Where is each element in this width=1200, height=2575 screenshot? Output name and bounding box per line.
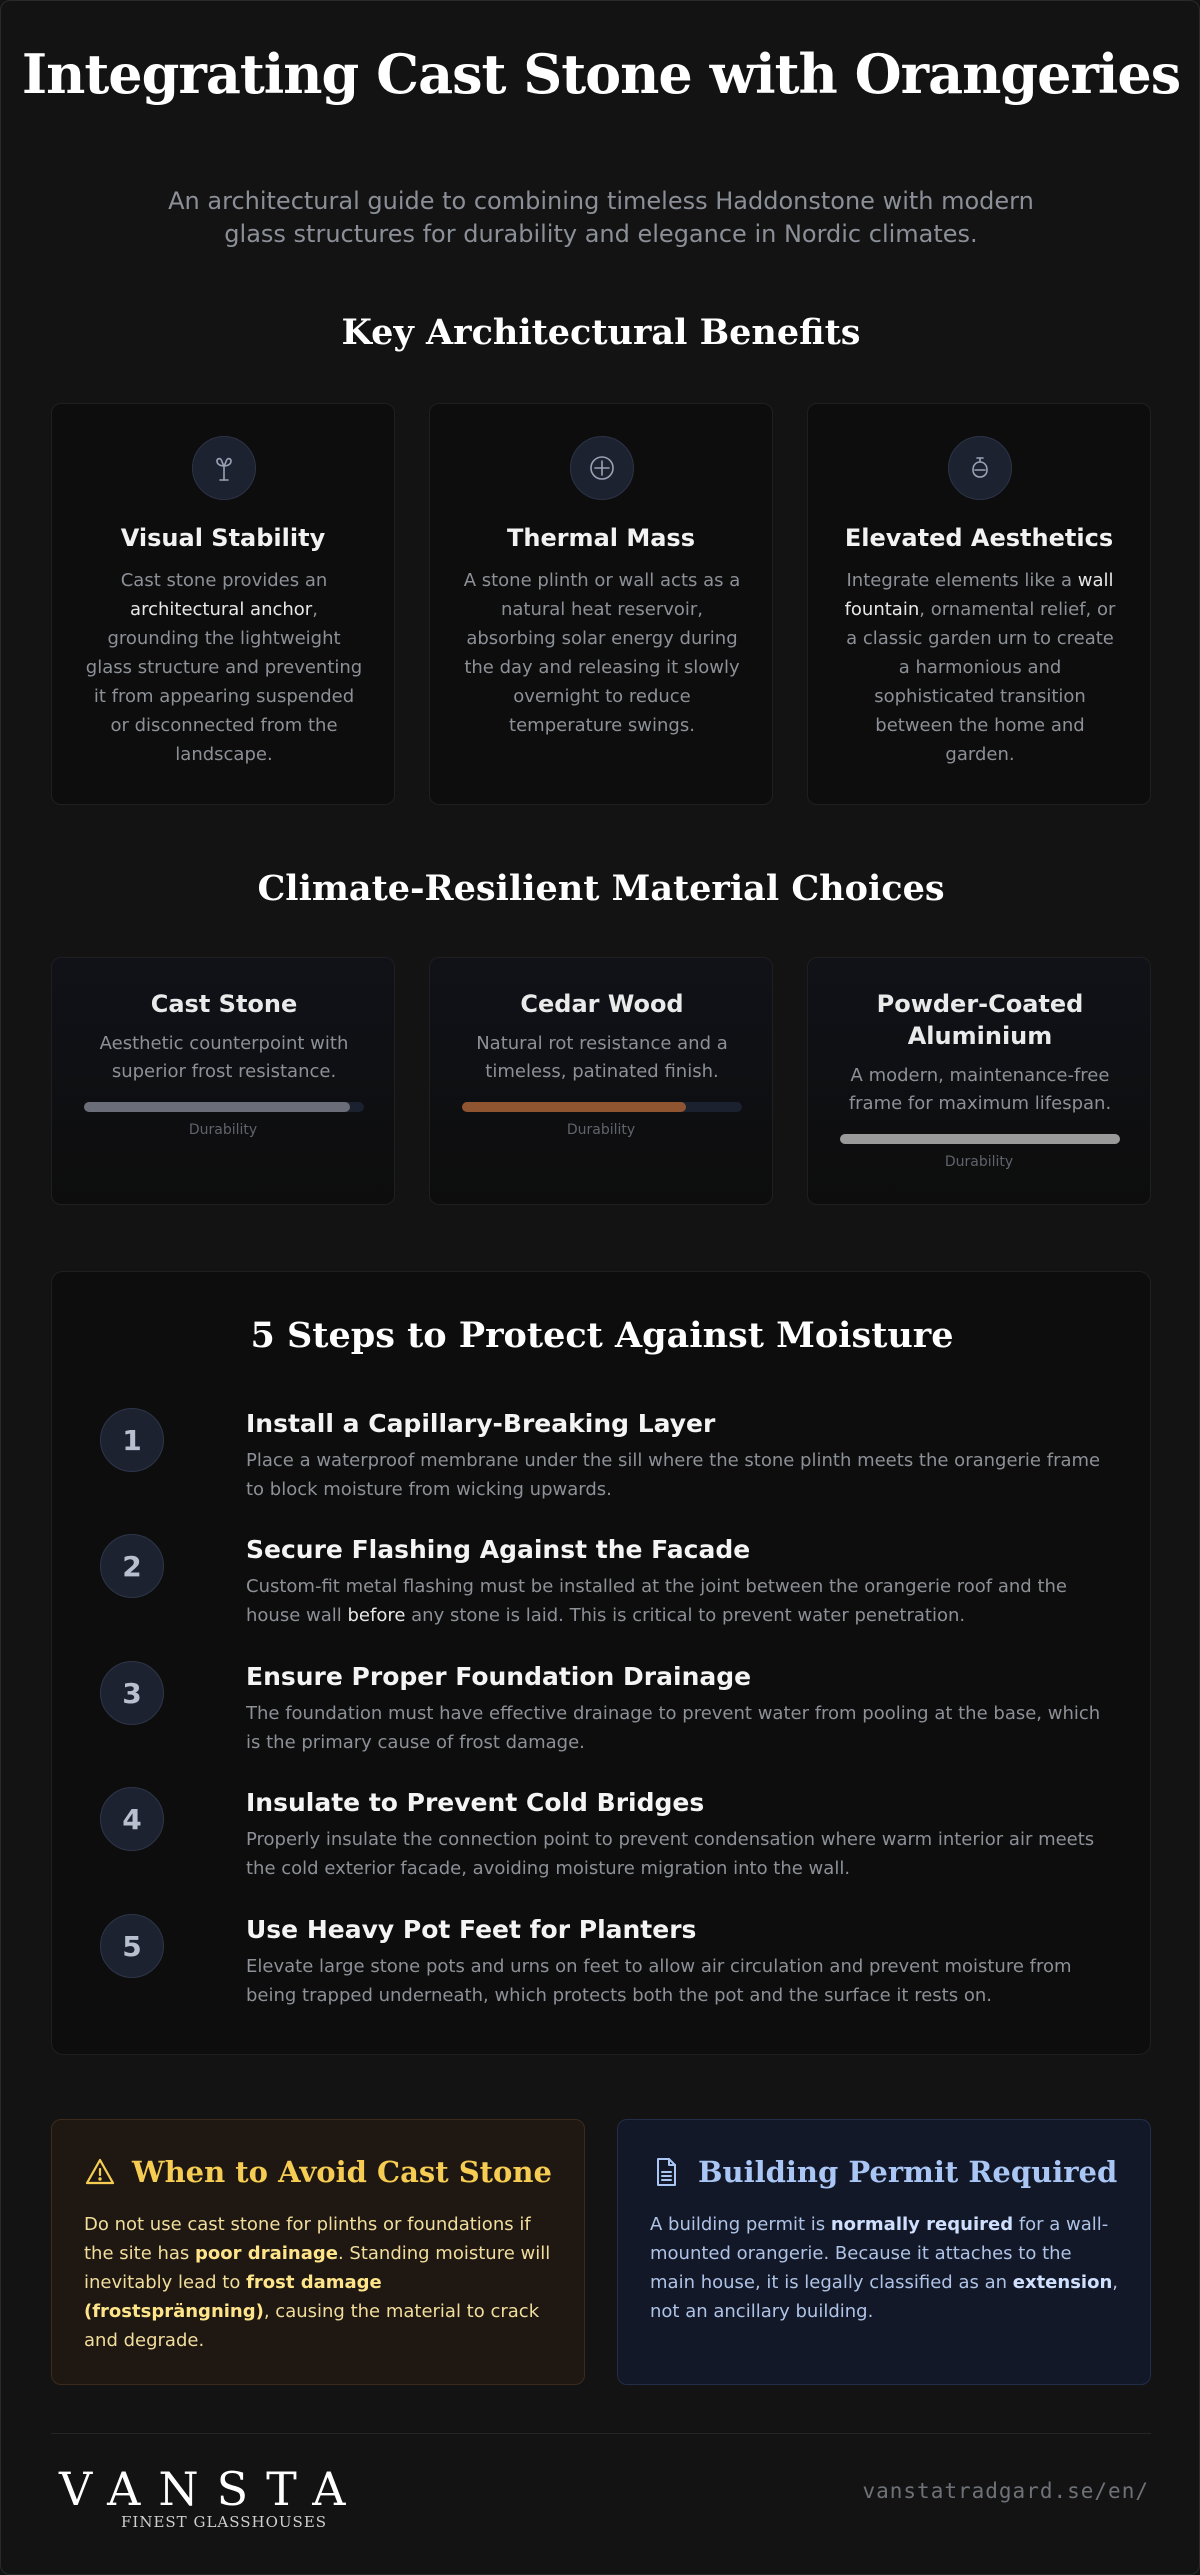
warning-icon <box>84 2156 116 2188</box>
step-title: Ensure Proper Foundation Drainage <box>246 1662 752 1691</box>
material-card-cedar-wood <box>429 957 773 1205</box>
material-description: Natural rot resistance and a timeless, patinated finish. <box>476 1033 728 1082</box>
warning-callout-title: When to Avoid Cast Stone <box>132 2155 552 2189</box>
step-item <box>100 1534 1110 1644</box>
step-item <box>100 1408 1110 1518</box>
step-title: Install a Capillary-Breaking Layer <box>246 1409 716 1438</box>
vansta-logo[interactable] <box>59 2463 379 2531</box>
moisture-steps-panel <box>51 1271 1151 2055</box>
material-description: Aesthetic counterpoint with superior frost resistance. <box>99 1033 349 1082</box>
permit-callout-text: A building permit is normally required for a wall-mounted orangerie. Because it attaches to the main house, it is legally classified as an extension, not an ancillary building. <box>650 2214 1118 2322</box>
durability-bar-fill <box>840 1134 1120 1144</box>
benefit-description: Integrate elements like a wall fountain, ornamental relief, or a classic garden urn to create a harmonious and sophisticated transition between the home and garden. <box>844 570 1116 765</box>
warning-callout-text: Do not use cast stone for plinths or foundations if the site has poor drainage. Standing moisture will inevitably lead to frost damage (frostsprängning), causing the material to crack and degrade. <box>84 2214 551 2351</box>
step-item <box>100 1661 1110 1771</box>
durability-bar-fill <box>462 1102 686 1112</box>
step-description: Elevate large stone pots and urns on feet to allow air circulation and prevent moisture from being trapped underneath, which protects both the pot and the surface it rests on. <box>246 1956 1072 2006</box>
material-card-aluminium <box>807 957 1151 1205</box>
logo-wordmark: VANSTA <box>59 2462 364 2516</box>
step-title: Use Heavy Pot Feet for Planters <box>246 1915 697 1944</box>
benefit-card-elevated-aesthetics <box>807 403 1151 805</box>
step-item <box>100 1787 1110 1897</box>
benefit-title: Visual Stability <box>120 524 326 552</box>
benefit-card-thermal-mass <box>429 403 773 805</box>
material-card-cast-stone <box>51 957 395 1205</box>
step-number: 5 <box>100 1914 164 1978</box>
document-icon <box>650 2156 682 2188</box>
material-title: Powder-Coated Aluminium <box>876 990 1084 1050</box>
step-description: Place a waterproof membrane under the sill where the stone plinth meets the orangerie frame to block moisture from wicking upwards. <box>246 1450 1101 1500</box>
benefit-card-visual-stability <box>51 403 395 805</box>
stability-icon <box>192 436 256 500</box>
footer-url-link[interactable]: vanstatradgard.se/en/ <box>862 2479 1149 2503</box>
durability-bar <box>84 1102 364 1112</box>
permit-callout <box>617 2119 1151 2385</box>
durability-label: Durability <box>566 1122 636 1138</box>
footer-divider <box>51 2433 1151 2434</box>
step-number: 2 <box>100 1534 164 1598</box>
material-description: A modern, maintenance-free frame for maximum lifespan. <box>848 1065 1112 1114</box>
step-description: Custom-fit metal flashing must be installed at the joint between the orangerie roof and the house wall before any stone is laid. This is critical to prevent water penetration. <box>246 1576 1067 1626</box>
step-description: Properly insulate the connection point to prevent condensation where warm interior air meets the cold exterior facade, avoiding moisture migration into the wall. <box>246 1829 1095 1879</box>
material-title: Cast Stone <box>150 990 298 1018</box>
benefit-title: Thermal Mass <box>506 524 695 552</box>
durability-bar <box>462 1102 742 1112</box>
materials-section-title: Climate-Resilient Material Choices <box>257 868 945 909</box>
step-number: 4 <box>100 1787 164 1851</box>
step-title: Insulate to Prevent Cold Bridges <box>246 1788 705 1817</box>
step-number: 3 <box>100 1661 164 1725</box>
step-description: The foundation must have effective drainage to prevent water from pooling at the base, which is the primary cause of frost damage. <box>246 1703 1101 1753</box>
logo-tagline: FINEST GLASSHOUSES <box>121 2513 328 2531</box>
durability-bar-fill <box>84 1102 350 1112</box>
benefits-section-title: Key Architectural Benefits <box>341 312 861 353</box>
durability-label: Durability <box>944 1154 1014 1170</box>
urn-icon <box>948 436 1012 500</box>
benefit-description: Cast stone provides an architectural anchor, grounding the lightweight glass structure and preventing it from appearing suspended or disconnected from the landscape. <box>85 570 363 765</box>
step-number: 1 <box>100 1408 164 1472</box>
steps-section-title: 5 Steps to Protect Against Moisture <box>250 1315 954 1356</box>
thermal-icon <box>570 436 634 500</box>
durability-bar <box>840 1134 1120 1144</box>
material-title: Cedar Wood <box>520 990 684 1018</box>
step-item <box>100 1914 1110 2024</box>
warning-callout <box>51 2119 585 2385</box>
benefit-title: Elevated Aesthetics <box>844 524 1114 552</box>
durability-label: Durability <box>188 1122 258 1138</box>
page-title: Integrating Cast Stone with Orangeries <box>21 42 1181 106</box>
step-title: Secure Flashing Against the Facade <box>246 1535 751 1564</box>
permit-callout-title: Building Permit Required <box>698 2155 1118 2189</box>
page-subtitle: An architectural guide to combining timeless Haddonstone with modern glass structures for durability and elegance in Nordic climates. <box>168 187 1034 248</box>
benefit-description: A stone plinth or wall acts as a natural heat reservoir, absorbing solar energy during the day and releasing it slowly overnight to reduce temperature swings. <box>463 570 741 736</box>
